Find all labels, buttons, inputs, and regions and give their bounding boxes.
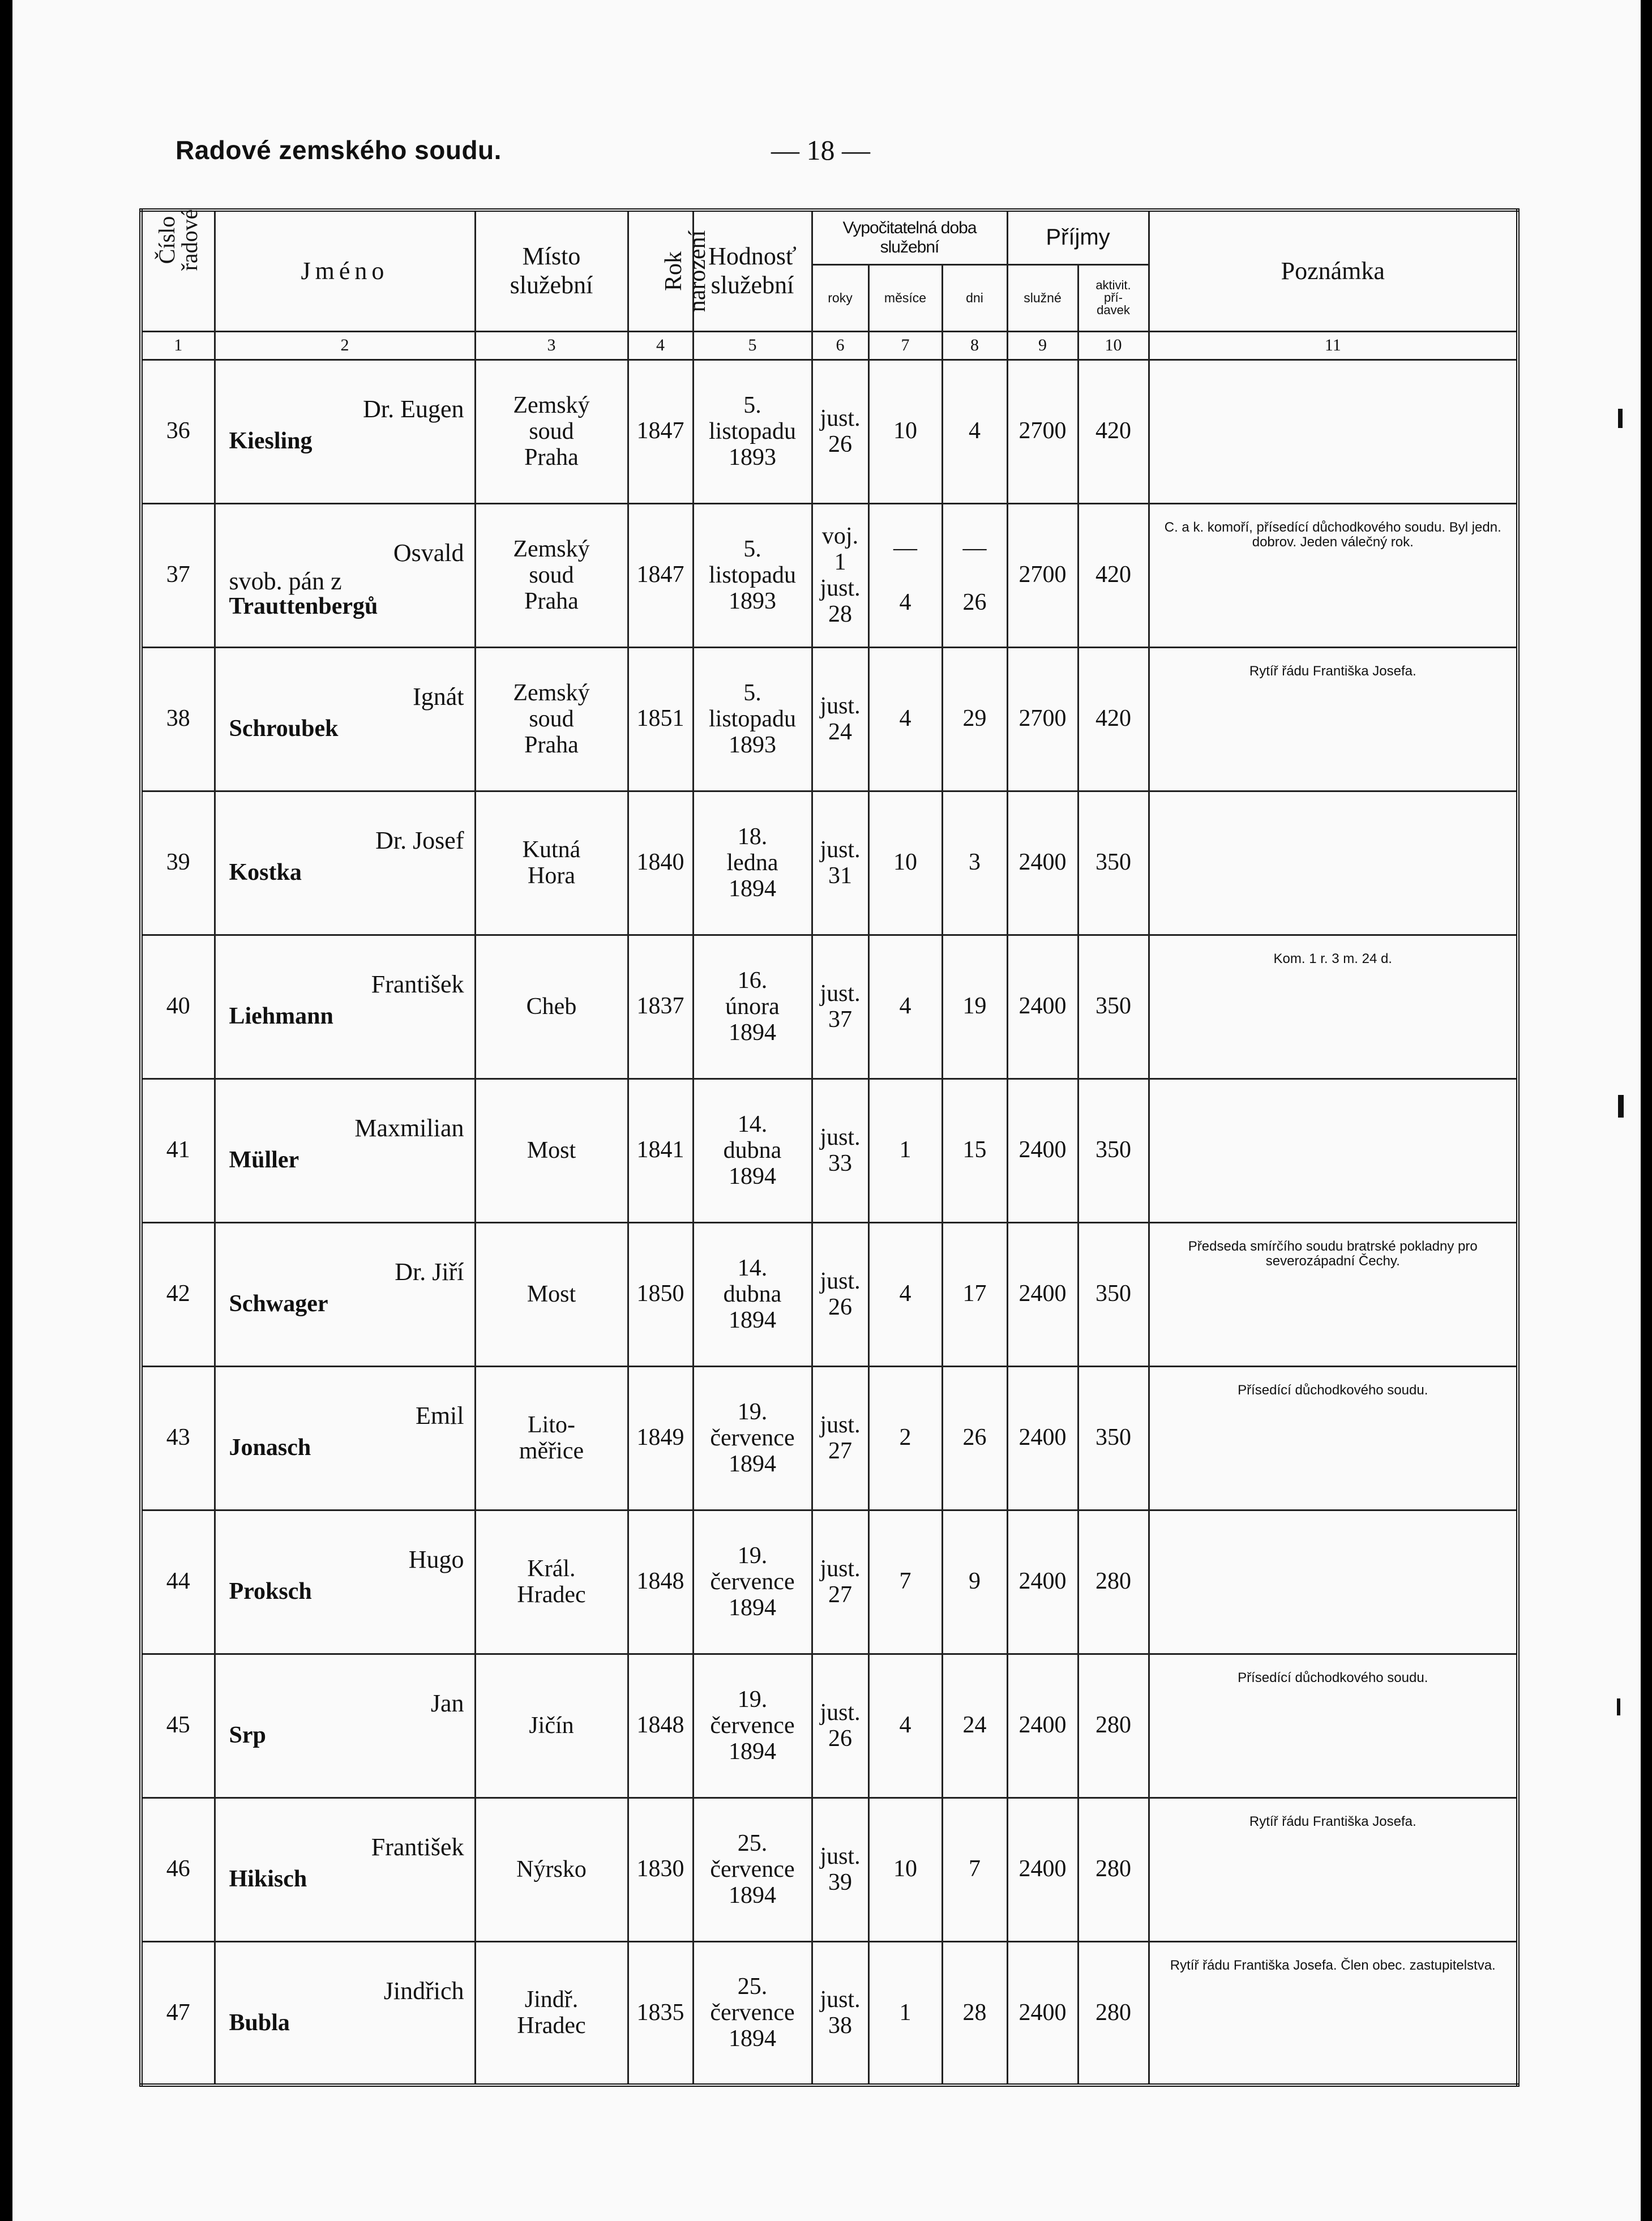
years-line: 33 <box>828 1150 852 1176</box>
place-cell <box>475 1366 628 1510</box>
column-group-income: Příjmy <box>1007 210 1149 264</box>
column-header-birth-year-label: Rok narození <box>660 230 711 313</box>
rank-line: 1894 <box>729 1451 776 1478</box>
rank-line: 19. <box>737 1542 768 1569</box>
column-number: 2 <box>215 331 475 360</box>
surname: Schroubek <box>229 715 339 742</box>
place-cell <box>475 647 628 791</box>
rank-line: 14. <box>737 1255 768 1281</box>
column-header-name: Jméno <box>215 210 475 331</box>
rank-date <box>693 791 812 935</box>
surname: Jonasch <box>229 1434 311 1461</box>
table-row <box>141 1941 1518 2085</box>
salary: 2400 <box>1007 1941 1078 2085</box>
first-name: Maxmilian <box>354 1114 464 1142</box>
years-line: 26 <box>828 1726 852 1752</box>
rank-line: 18. <box>737 823 768 850</box>
name-cell <box>215 935 475 1079</box>
service-years <box>812 1941 868 2085</box>
years-line: just. <box>820 1124 861 1150</box>
birth-year: 1848 <box>628 1654 693 1798</box>
years-line: 38 <box>828 2013 852 2039</box>
rank-line: dubna <box>723 1137 782 1163</box>
surname: Müller <box>229 1146 299 1173</box>
service-days: 24 <box>942 1654 1007 1798</box>
rank-line: července <box>710 2000 795 2026</box>
rank-line: 25. <box>737 1830 768 1856</box>
rank-date <box>693 360 812 503</box>
column-group-service-period: Vypočitatelná doba služební <box>812 210 1007 264</box>
remark: Rytíř řádu Františka Josefa. Člen obec. zastupitelstva. <box>1149 1941 1518 2085</box>
salary: 2400 <box>1007 791 1078 935</box>
remark <box>1149 1079 1518 1222</box>
name-cell <box>215 647 475 791</box>
name-prefix: svob. pán z <box>229 567 342 595</box>
activity-bonus: 420 <box>1078 360 1149 503</box>
first-name: Emil <box>415 1401 464 1430</box>
row-number: 37 <box>141 503 215 647</box>
rank-date <box>693 647 812 791</box>
service-years <box>812 503 868 647</box>
table-row <box>141 791 1518 935</box>
place-line: Hradec <box>517 2013 586 2039</box>
first-name: František <box>371 970 464 998</box>
table-row <box>141 360 1518 503</box>
birth-year: 1847 <box>628 503 693 647</box>
place-line: Nýrsko <box>516 1856 587 1882</box>
place-cell <box>475 1798 628 1941</box>
place-cell <box>475 1222 628 1366</box>
activity-bonus: 350 <box>1078 791 1149 935</box>
first-name: Dr. Jiří <box>395 1257 464 1286</box>
table-row <box>141 935 1518 1079</box>
years-line: just. <box>820 1987 861 2013</box>
table-row <box>141 503 1518 647</box>
column-header-number <box>141 210 215 331</box>
page-header-title: Radové zemského soudu. <box>176 135 502 165</box>
rank-line: 25. <box>737 1973 768 2000</box>
rank-line: 19. <box>737 1398 768 1425</box>
days-line: — <box>962 534 987 561</box>
surname: Trauttenbergů <box>229 593 378 619</box>
service-days: 26 <box>942 1366 1007 1510</box>
years-line: 26 <box>828 1294 852 1320</box>
rank-line: 16. <box>737 967 768 994</box>
page-number: — 18 — <box>771 134 870 166</box>
service-days: 15 <box>942 1079 1007 1222</box>
service-months: 1 <box>868 1079 942 1222</box>
activity-bonus: 350 <box>1078 1366 1149 1510</box>
birth-year: 1850 <box>628 1222 693 1366</box>
rank-date <box>693 503 812 647</box>
first-name: Osvald <box>393 538 464 567</box>
surname: Bubla <box>229 2009 290 2036</box>
column-header-days: dni <box>942 264 1007 331</box>
service-months <box>868 503 942 647</box>
years-line: 27 <box>828 1582 852 1608</box>
surname: Liehmann <box>229 1003 333 1029</box>
remark <box>1149 360 1518 503</box>
years-line: just. <box>820 1699 861 1726</box>
table-row <box>141 1222 1518 1366</box>
service-days: 4 <box>942 360 1007 503</box>
row-number: 41 <box>141 1079 215 1222</box>
service-years <box>812 1079 868 1222</box>
surname: Hikisch <box>229 1865 307 1892</box>
rank-line: 5. <box>743 679 761 706</box>
service-days: 19 <box>942 935 1007 1079</box>
rank-line: 1894 <box>729 1163 776 1190</box>
first-name: Ignát <box>413 682 464 711</box>
years-line: 37 <box>828 1007 852 1033</box>
first-name: Jindřich <box>383 1976 464 2005</box>
first-name: František <box>371 1833 464 1861</box>
scan-mark <box>1618 1095 1624 1118</box>
first-name: Dr. Josef <box>375 826 464 854</box>
place-cell <box>475 1941 628 2085</box>
row-number: 36 <box>141 360 215 503</box>
place-cell <box>475 1654 628 1798</box>
years-line: 1 <box>834 549 846 575</box>
place-line: Král. <box>527 1555 576 1582</box>
salary: 2400 <box>1007 1079 1078 1222</box>
rank-line: 1893 <box>729 732 776 759</box>
name-cell <box>215 1798 475 1941</box>
place-line: Kutná <box>522 836 581 863</box>
name-cell <box>215 1079 475 1222</box>
rank-date <box>693 1798 812 1941</box>
activity-bonus: 350 <box>1078 1222 1149 1366</box>
service-months: 10 <box>868 1798 942 1941</box>
service-days <box>942 503 1007 647</box>
service-months: 10 <box>868 791 942 935</box>
days-line: 26 <box>962 589 987 615</box>
service-months: 4 <box>868 935 942 1079</box>
surname: Kostka <box>229 859 302 885</box>
years-line: just. <box>820 575 861 601</box>
column-number: 11 <box>1149 331 1518 360</box>
row-number: 43 <box>141 1366 215 1510</box>
rank-line: července <box>710 1712 795 1739</box>
service-months: 4 <box>868 1654 942 1798</box>
service-days: 9 <box>942 1510 1007 1654</box>
salary: 2400 <box>1007 1222 1078 1366</box>
column-header-rank: Hodnosť služební <box>693 210 812 331</box>
column-header-number-label: Číslo řadové <box>153 209 202 271</box>
rank-line: 1893 <box>729 588 776 615</box>
rank-date <box>693 1510 812 1654</box>
rank-line: 1894 <box>729 1307 776 1334</box>
remark: C. a k. komoří, přísedící důchodkového soudu. Byl jedn. dobrov. Jeden válečný rok. <box>1149 503 1518 647</box>
activity-bonus: 350 <box>1078 935 1149 1079</box>
rank-line: 1894 <box>729 2026 776 2052</box>
name-cell <box>215 503 475 647</box>
service-months: 10 <box>868 360 942 503</box>
table-body <box>141 360 1518 2085</box>
years-line: voj. <box>821 523 859 549</box>
table-row <box>141 1654 1518 1798</box>
years-line: just. <box>820 692 861 719</box>
service-years <box>812 1366 868 1510</box>
column-header-years: roky <box>812 264 868 331</box>
service-years <box>812 1510 868 1654</box>
salary: 2700 <box>1007 360 1078 503</box>
place-line: Cheb <box>526 993 577 1020</box>
service-days: 17 <box>942 1222 1007 1366</box>
years-line: 28 <box>828 601 852 628</box>
place-line: Most <box>527 1137 576 1163</box>
activity-bonus: 280 <box>1078 1510 1149 1654</box>
remark <box>1149 1510 1518 1654</box>
place-line: Most <box>527 1281 576 1307</box>
judges-table <box>139 208 1520 2087</box>
column-number: 7 <box>868 331 942 360</box>
column-header-salary: služné <box>1007 264 1078 331</box>
rank-date <box>693 1222 812 1366</box>
birth-year: 1830 <box>628 1798 693 1941</box>
remark: Přísedící důchodkového soudu. <box>1149 1654 1518 1798</box>
rank-line: února <box>725 993 780 1020</box>
column-header-months: měsíce <box>868 264 942 331</box>
years-line: 27 <box>828 1438 852 1464</box>
service-days: 29 <box>942 647 1007 791</box>
activity-bonus: 420 <box>1078 647 1149 791</box>
birth-year: 1840 <box>628 791 693 935</box>
activity-bonus: 280 <box>1078 1941 1149 2085</box>
name-cell <box>215 1366 475 1510</box>
years-line: 39 <box>828 1869 852 1895</box>
activity-bonus: 420 <box>1078 503 1149 647</box>
row-number: 38 <box>141 647 215 791</box>
months-line: 4 <box>899 589 911 615</box>
service-days: 3 <box>942 791 1007 935</box>
years-line: 26 <box>828 431 852 457</box>
remark: Rytíř řádu Františka Josefa. <box>1149 647 1518 791</box>
name-cell <box>215 1941 475 2085</box>
place-line: Praha <box>524 588 579 615</box>
place-line: měřice <box>519 1438 584 1464</box>
column-number: 5 <box>693 331 812 360</box>
rank-date <box>693 1366 812 1510</box>
service-years <box>812 791 868 935</box>
rank-line: listopadu <box>709 705 796 732</box>
service-days: 7 <box>942 1798 1007 1941</box>
surname: Kiesling <box>229 427 313 454</box>
activity-bonus: 280 <box>1078 1798 1149 1941</box>
service-days: 28 <box>942 1941 1007 2085</box>
place-line: Praha <box>524 444 579 471</box>
rank-line: ledna <box>726 849 778 876</box>
remark: Přísedící důchodkového soudu. <box>1149 1366 1518 1510</box>
rank-line: 1894 <box>729 1739 776 1765</box>
years-line: just. <box>820 980 861 1007</box>
place-line: Hora <box>528 863 575 889</box>
row-number: 47 <box>141 1941 215 2085</box>
remark <box>1149 791 1518 935</box>
column-number: 6 <box>812 331 868 360</box>
rank-line: 14. <box>737 1111 768 1137</box>
rank-line: 1894 <box>729 1595 776 1621</box>
place-cell <box>475 360 628 503</box>
years-line: just. <box>820 1843 861 1869</box>
place-line: Lito- <box>528 1411 575 1438</box>
column-number: 9 <box>1007 331 1078 360</box>
column-number: 3 <box>475 331 628 360</box>
surname: Srp <box>229 1722 266 1748</box>
salary: 2700 <box>1007 503 1078 647</box>
table-row <box>141 1510 1518 1654</box>
rank-date <box>693 935 812 1079</box>
column-number-row <box>141 331 1518 360</box>
place-line: soud <box>529 562 574 588</box>
service-months: 7 <box>868 1510 942 1654</box>
place-line: Jičín <box>529 1712 574 1739</box>
rank-line: 1893 <box>729 444 776 471</box>
name-cell <box>215 791 475 935</box>
rank-line: července <box>710 1568 795 1595</box>
birth-year: 1849 <box>628 1366 693 1510</box>
rank-line: listopadu <box>709 562 796 588</box>
months-line: — <box>893 534 917 561</box>
row-number: 44 <box>141 1510 215 1654</box>
birth-year: 1851 <box>628 647 693 791</box>
column-header-remark: Poznámka <box>1149 210 1518 331</box>
service-years <box>812 1222 868 1366</box>
rank-line: 19. <box>737 1686 768 1713</box>
service-years <box>812 935 868 1079</box>
service-months: 4 <box>868 1222 942 1366</box>
row-number: 42 <box>141 1222 215 1366</box>
birth-year: 1847 <box>628 360 693 503</box>
table-row <box>141 1798 1518 1941</box>
service-years <box>812 1654 868 1798</box>
years-line: just. <box>820 1555 861 1582</box>
rank-line: července <box>710 1856 795 1882</box>
place-line: Zemský <box>513 536 590 562</box>
salary: 2400 <box>1007 1654 1078 1798</box>
place-line: soud <box>529 705 574 732</box>
activity-bonus: 350 <box>1078 1079 1149 1222</box>
column-number: 1 <box>141 331 215 360</box>
row-number: 45 <box>141 1654 215 1798</box>
name-cell <box>215 1222 475 1366</box>
place-cell <box>475 791 628 935</box>
remark: Kom. 1 r. 3 m. 24 d. <box>1149 935 1518 1079</box>
years-line: 24 <box>828 719 852 745</box>
name-cell <box>215 360 475 503</box>
rank-line: 1894 <box>729 1882 776 1909</box>
activity-bonus: 280 <box>1078 1654 1149 1798</box>
column-header-bonus: aktivit. pří- davek <box>1078 264 1149 331</box>
column-header-place: Místo služební <box>475 210 628 331</box>
table-row <box>141 647 1518 791</box>
rank-line: listopadu <box>709 418 796 444</box>
first-name: Dr. Eugen <box>363 395 464 423</box>
row-number: 39 <box>141 791 215 935</box>
place-line: Zemský <box>513 392 590 418</box>
place-line: Hradec <box>517 1582 586 1608</box>
birth-year: 1841 <box>628 1079 693 1222</box>
surname: Proksch <box>229 1578 312 1604</box>
service-months: 1 <box>868 1941 942 2085</box>
column-number: 8 <box>942 331 1007 360</box>
column-number: 4 <box>628 331 693 360</box>
years-line: just. <box>820 1411 861 1438</box>
rank-line: 1894 <box>729 876 776 902</box>
first-name: Jan <box>430 1689 464 1717</box>
rank-date <box>693 1654 812 1798</box>
rank-line: 1894 <box>729 1020 776 1046</box>
place-line: Praha <box>524 732 579 759</box>
name-cell <box>215 1510 475 1654</box>
salary: 2400 <box>1007 935 1078 1079</box>
rank-line: dubna <box>723 1281 782 1307</box>
column-number: 10 <box>1078 331 1149 360</box>
birth-year: 1848 <box>628 1510 693 1654</box>
table-row <box>141 1366 1518 1510</box>
rank-date <box>693 1079 812 1222</box>
salary: 2400 <box>1007 1798 1078 1941</box>
surname: Schwager <box>229 1290 328 1317</box>
service-years <box>812 360 868 503</box>
remark: Předseda smírčího soudu bratrské pokladny pro severozápadní Čechy. <box>1149 1222 1518 1366</box>
birth-year: 1837 <box>628 935 693 1079</box>
place-cell <box>475 1079 628 1222</box>
service-months: 4 <box>868 647 942 791</box>
rank-line: 5. <box>743 392 761 418</box>
row-number: 40 <box>141 935 215 1079</box>
column-header-birth-year <box>628 210 711 331</box>
years-line: 31 <box>828 863 852 889</box>
place-cell <box>475 503 628 647</box>
first-name: Hugo <box>408 1545 464 1573</box>
place-cell <box>475 1510 628 1654</box>
years-line: just. <box>820 405 861 431</box>
service-years <box>812 647 868 791</box>
service-months: 2 <box>868 1366 942 1510</box>
service-years <box>812 1798 868 1941</box>
name-cell <box>215 1654 475 1798</box>
scan-mark <box>1617 1698 1620 1715</box>
place-line: Zemský <box>513 679 590 706</box>
scan-mark <box>1618 409 1623 428</box>
salary: 2700 <box>1007 647 1078 791</box>
place-cell <box>475 935 628 1079</box>
salary: 2400 <box>1007 1366 1078 1510</box>
years-line: just. <box>820 836 861 863</box>
remark: Rytíř řádu Františka Josefa. <box>1149 1798 1518 1941</box>
rank-line: 5. <box>743 536 761 562</box>
salary: 2400 <box>1007 1510 1078 1654</box>
rank-date <box>693 1941 812 2085</box>
place-line: soud <box>529 418 574 444</box>
table-row <box>141 1079 1518 1222</box>
years-line: just. <box>820 1268 861 1294</box>
birth-year: 1835 <box>628 1941 693 2085</box>
rank-line: července <box>710 1424 795 1451</box>
row-number: 46 <box>141 1798 215 1941</box>
place-line: Jindř. <box>524 1987 579 2013</box>
